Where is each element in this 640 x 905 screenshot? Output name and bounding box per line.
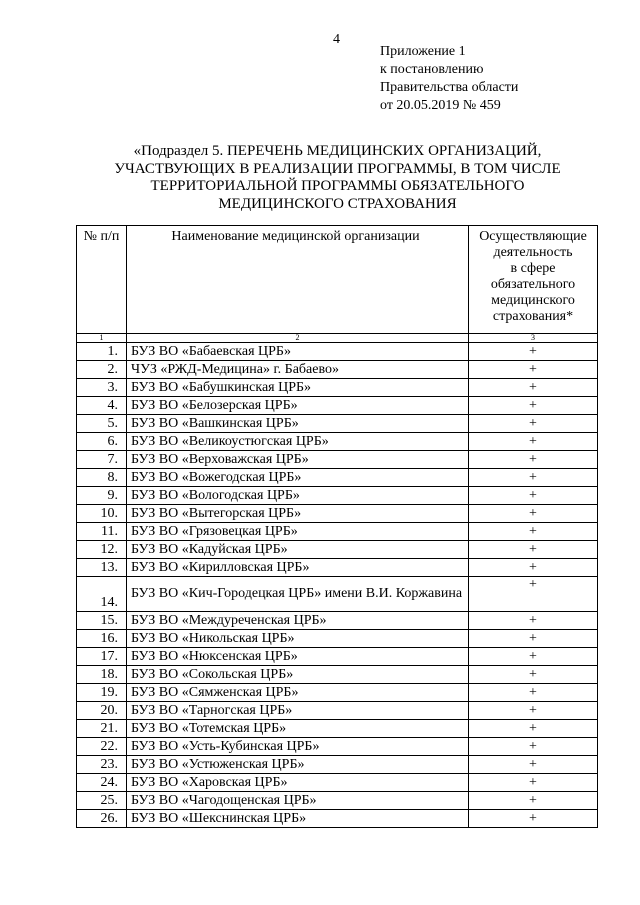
organization-name: БУЗ ВО «Междуреченская ЦРБ» bbox=[127, 612, 469, 630]
oms-mark: + bbox=[469, 397, 598, 415]
row-number: 25. bbox=[77, 792, 127, 810]
table-row bbox=[77, 397, 598, 415]
row-number: 2. bbox=[77, 361, 127, 379]
oms-mark: + bbox=[469, 738, 598, 756]
oms-mark: + bbox=[469, 343, 598, 361]
table-header-row bbox=[77, 226, 598, 334]
row-number: 7. bbox=[77, 451, 127, 469]
header-name: Наименование медицинской организации bbox=[127, 226, 469, 334]
organization-name: БУЗ ВО «Кирилловская ЦРБ» bbox=[127, 559, 469, 577]
organization-name: БУЗ ВО «Никольская ЦРБ» bbox=[127, 630, 469, 648]
column-number: 1 bbox=[77, 334, 127, 343]
table-row bbox=[77, 469, 598, 487]
table-row bbox=[77, 648, 598, 666]
table-row bbox=[77, 774, 598, 792]
table-row bbox=[77, 523, 598, 541]
page-number: 4 bbox=[333, 32, 340, 47]
organization-name: БУЗ ВО «Верховажская ЦРБ» bbox=[127, 451, 469, 469]
oms-mark: + bbox=[469, 433, 598, 451]
section-title bbox=[80, 143, 595, 213]
oms-mark: + bbox=[469, 792, 598, 810]
organization-name: БУЗ ВО «Шекснинская ЦРБ» bbox=[127, 810, 469, 828]
row-number: 12. bbox=[77, 541, 127, 559]
oms-mark: + bbox=[469, 505, 598, 523]
organizations-table bbox=[76, 225, 598, 828]
organization-name: БУЗ ВО «Вытегорская ЦРБ» bbox=[127, 505, 469, 523]
row-number: 24. bbox=[77, 774, 127, 792]
appendix-line: Приложение 1 bbox=[380, 44, 466, 59]
row-number: 16. bbox=[77, 630, 127, 648]
oms-mark: + bbox=[469, 451, 598, 469]
title-line: «Подраздел 5. ПЕРЕЧЕНЬ МЕДИЦИНСКИХ ОРГАНИЗАЦИЙ, bbox=[133, 143, 542, 159]
organization-name: БУЗ ВО «Великоустюгская ЦРБ» bbox=[127, 433, 469, 451]
row-number: 15. bbox=[77, 612, 127, 630]
oms-mark: + bbox=[469, 630, 598, 648]
table-row bbox=[77, 559, 598, 577]
oms-mark: + bbox=[469, 559, 598, 577]
title-line: УЧАСТВУЮЩИХ В РЕАЛИЗАЦИИ ПРОГРАММЫ, В ТОМ ЧИСЛЕ bbox=[114, 160, 561, 177]
row-number: 26. bbox=[77, 810, 127, 828]
organization-name: БУЗ ВО «Чагодощенская ЦРБ» bbox=[127, 792, 469, 810]
oms-mark: + bbox=[469, 612, 598, 630]
title-line: ТЕРРИТОРИАЛЬНОЙ ПРОГРАММЫ ОБЯЗАТЕЛЬНОГО bbox=[150, 178, 525, 194]
oms-mark: + bbox=[469, 379, 598, 397]
row-number: 23. bbox=[77, 756, 127, 774]
organization-name: БУЗ ВО «Вожегодская ЦРБ» bbox=[127, 469, 469, 487]
organization-name: БУЗ ВО «Устюженская ЦРБ» bbox=[127, 756, 469, 774]
table-row bbox=[77, 666, 598, 684]
organization-name: БУЗ ВО «Сямженская ЦРБ» bbox=[127, 684, 469, 702]
table-row bbox=[77, 738, 598, 756]
organization-name: БУЗ ВО «Харовская ЦРБ» bbox=[127, 774, 469, 792]
oms-mark: + bbox=[469, 810, 598, 828]
column-number: 3 bbox=[469, 334, 598, 343]
table-row bbox=[77, 379, 598, 397]
table-row bbox=[77, 541, 598, 559]
table-row bbox=[77, 343, 598, 361]
header-oms-line: в сфере bbox=[510, 261, 556, 276]
organization-name: БУЗ ВО «Кадуйская ЦРБ» bbox=[127, 541, 469, 559]
row-number: 20. bbox=[77, 702, 127, 720]
organization-name: БУЗ ВО «Тарногская ЦРБ» bbox=[127, 702, 469, 720]
row-number: 5. bbox=[77, 415, 127, 433]
table-row bbox=[77, 810, 598, 828]
organization-name: БУЗ ВО «Вашкинская ЦРБ» bbox=[127, 415, 469, 433]
table-row bbox=[77, 505, 598, 523]
row-number: 14. bbox=[77, 577, 127, 612]
table-row bbox=[77, 433, 598, 451]
oms-mark: + bbox=[469, 523, 598, 541]
row-number: 21. bbox=[77, 720, 127, 738]
row-number: 6. bbox=[77, 433, 127, 451]
oms-mark: + bbox=[469, 361, 598, 379]
oms-mark: + bbox=[469, 648, 598, 666]
organization-name: БУЗ ВО «Кич-Городецкая ЦРБ» имени В.И. Коржавина bbox=[127, 577, 469, 612]
oms-mark: + bbox=[469, 541, 598, 559]
organization-name: БУЗ ВО «Грязовецкая ЦРБ» bbox=[127, 523, 469, 541]
oms-mark: + bbox=[469, 702, 598, 720]
table-row bbox=[77, 577, 598, 612]
table-row bbox=[77, 451, 598, 469]
table-row bbox=[77, 487, 598, 505]
oms-mark: + bbox=[469, 415, 598, 433]
header-oms-line: Осуществляющие bbox=[479, 229, 587, 244]
title-line: МЕДИЦИНСКОГО СТРАХОВАНИЯ bbox=[218, 195, 457, 212]
column-number: 2 bbox=[127, 334, 469, 343]
header-oms-line: медицинского bbox=[491, 293, 575, 308]
table-row bbox=[77, 361, 598, 379]
table-row bbox=[77, 415, 598, 433]
oms-mark: + bbox=[469, 577, 598, 612]
organization-name: БУЗ ВО «Сокольская ЦРБ» bbox=[127, 666, 469, 684]
table-row bbox=[77, 702, 598, 720]
organization-name: ЧУЗ «РЖД-Медицина» г. Бабаево» bbox=[127, 361, 469, 379]
row-number: 13. bbox=[77, 559, 127, 577]
oms-mark: + bbox=[469, 469, 598, 487]
row-number: 3. bbox=[77, 379, 127, 397]
header-oms bbox=[469, 226, 598, 334]
table-row bbox=[77, 630, 598, 648]
header-oms-line: страхования* bbox=[492, 309, 574, 324]
organization-name: БУЗ ВО «Бабаевская ЦРБ» bbox=[127, 343, 469, 361]
table-row bbox=[77, 684, 598, 702]
table-row bbox=[77, 756, 598, 774]
table-row bbox=[77, 612, 598, 630]
row-number: 8. bbox=[77, 469, 127, 487]
table-row bbox=[77, 720, 598, 738]
appendix-line: от 20.05.2019 № 459 bbox=[380, 98, 501, 113]
organization-name: БУЗ ВО «Нюксенская ЦРБ» bbox=[127, 648, 469, 666]
oms-mark: + bbox=[469, 774, 598, 792]
row-number: 4. bbox=[77, 397, 127, 415]
row-number: 22. bbox=[77, 738, 127, 756]
organization-name: БУЗ ВО «Усть-Кубинская ЦРБ» bbox=[127, 738, 469, 756]
row-number: 10. bbox=[77, 505, 127, 523]
oms-mark: + bbox=[469, 756, 598, 774]
oms-mark: + bbox=[469, 666, 598, 684]
appendix-line: к постановлению bbox=[380, 62, 484, 77]
column-number-row bbox=[77, 334, 598, 343]
row-number: 1. bbox=[77, 343, 127, 361]
row-number: 18. bbox=[77, 666, 127, 684]
organization-name: БУЗ ВО «Вологодская ЦРБ» bbox=[127, 487, 469, 505]
oms-mark: + bbox=[469, 487, 598, 505]
row-number: 9. bbox=[77, 487, 127, 505]
appendix-line: Правительства области bbox=[380, 80, 519, 95]
table-row bbox=[77, 792, 598, 810]
appendix-block bbox=[380, 43, 518, 115]
organization-name: БУЗ ВО «Бабушкинская ЦРБ» bbox=[127, 379, 469, 397]
organization-name: БУЗ ВО «Тотемская ЦРБ» bbox=[127, 720, 469, 738]
row-number: 19. bbox=[77, 684, 127, 702]
oms-mark: + bbox=[469, 720, 598, 738]
row-number: 11. bbox=[77, 523, 127, 541]
header-num: № п/п bbox=[77, 226, 127, 334]
organization-name: БУЗ ВО «Белозерская ЦРБ» bbox=[127, 397, 469, 415]
row-number: 17. bbox=[77, 648, 127, 666]
header-oms-line: обязательного bbox=[490, 277, 576, 292]
oms-mark: + bbox=[469, 684, 598, 702]
header-oms-line: деятельность bbox=[493, 245, 573, 260]
